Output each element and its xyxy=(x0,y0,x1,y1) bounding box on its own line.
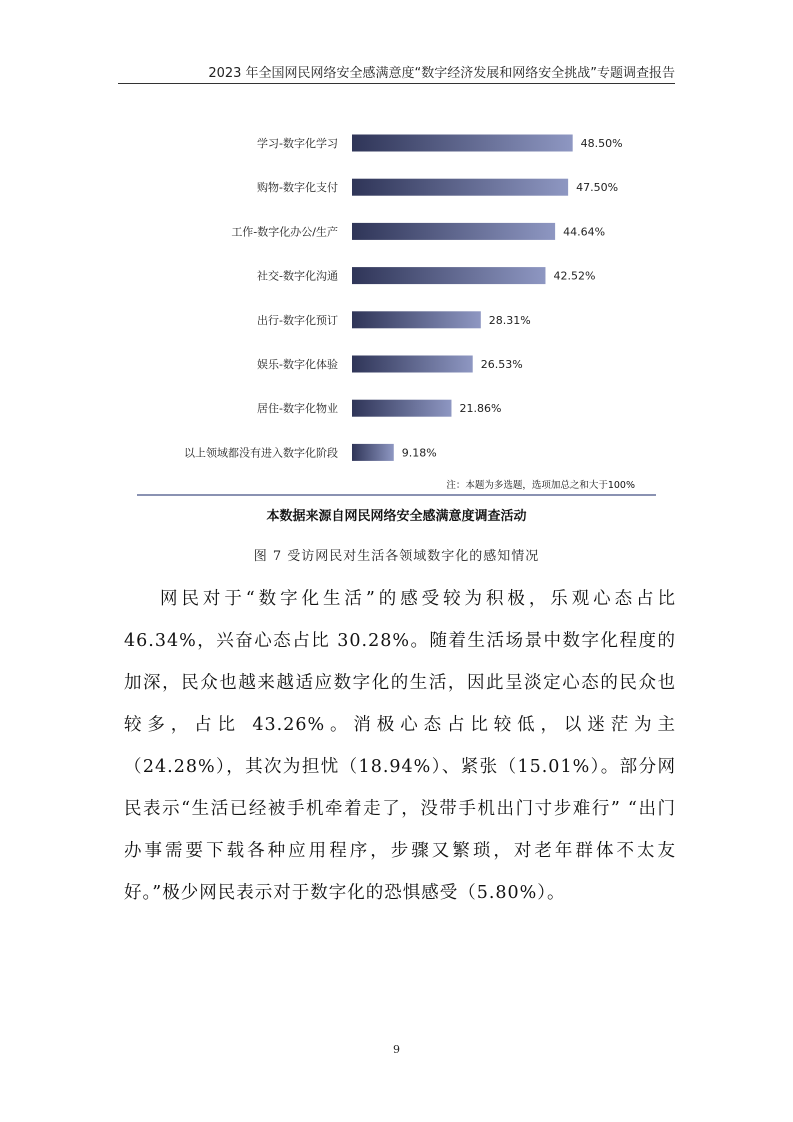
bar-value-label: 28.31% xyxy=(488,313,531,327)
category-label: 学习-数字化学习 xyxy=(257,137,338,150)
category-label: 社交-数字化沟通 xyxy=(257,269,338,283)
bar-chart-svg xyxy=(0,120,793,480)
category-label: 工作-数字化办公/生产 xyxy=(231,225,338,239)
report-header-title: 2023 年全国网民网络安全感满意度“数字经济发展和网络安全挑战”专题调查报告 xyxy=(208,66,675,81)
category-label: 娱乐-数字化体验 xyxy=(257,358,338,371)
bar-value-label: 26.53% xyxy=(480,358,523,371)
chart-bottom-divider xyxy=(137,494,656,496)
bar xyxy=(352,223,555,240)
bar xyxy=(352,135,573,152)
bar xyxy=(352,400,451,417)
bar-value-label: 9.18% xyxy=(401,446,437,460)
bar-chart xyxy=(0,120,793,500)
body-paragraph: 网民对于“数字化生活”的感受较为积极，乐观心态占比 46.34%，兴奋心态占比 30.28%。随着生活场景中数字化程度的加深，民众也越来越适应数字化的生活，因此呈淡定心态的民众也较多，占比 43.26%。消极心态占比较低，以迷茫为主（24.28%），其次为担忧（18.94%）、紧张（15.01%）。部分网民表示“生活已经被手机牵着走了，没带手机出门寸步难行” “出门办事需要下载各种应用程序，步骤又繁琐，对老年群体不太友好。”极少网民表示对于数字化的恐惧感受（5.80%）。 xyxy=(124,589,676,903)
bar xyxy=(352,356,473,373)
figure-caption: 图 7 受访网民对生活各领域数字化的感知情况 xyxy=(253,549,540,564)
page-number: 9 xyxy=(393,1043,400,1056)
bar-value-label: 48.50% xyxy=(580,137,623,150)
category-label: 购物-数字化支付 xyxy=(257,181,338,195)
bar-value-label: 47.50% xyxy=(576,181,619,195)
bar xyxy=(352,179,568,196)
category-label: 以上领域都没有进入数字化阶段 xyxy=(184,446,338,460)
bar-value-label: 44.64% xyxy=(563,225,606,239)
bar-value-label: 42.52% xyxy=(553,269,596,283)
category-label: 居住-数字化物业 xyxy=(257,402,338,416)
header-divider xyxy=(118,83,675,84)
bar-value-label: 21.86% xyxy=(459,402,502,416)
bar xyxy=(352,267,545,284)
bar xyxy=(352,444,394,461)
chart-note: 注：本题为多选题，选项加总之和大于100% xyxy=(446,480,635,491)
bar xyxy=(352,311,481,328)
category-label: 出行-数字化预订 xyxy=(257,313,338,327)
data-source-line: 本数据来源自网民网络安全感满意度调查活动 xyxy=(266,509,527,524)
